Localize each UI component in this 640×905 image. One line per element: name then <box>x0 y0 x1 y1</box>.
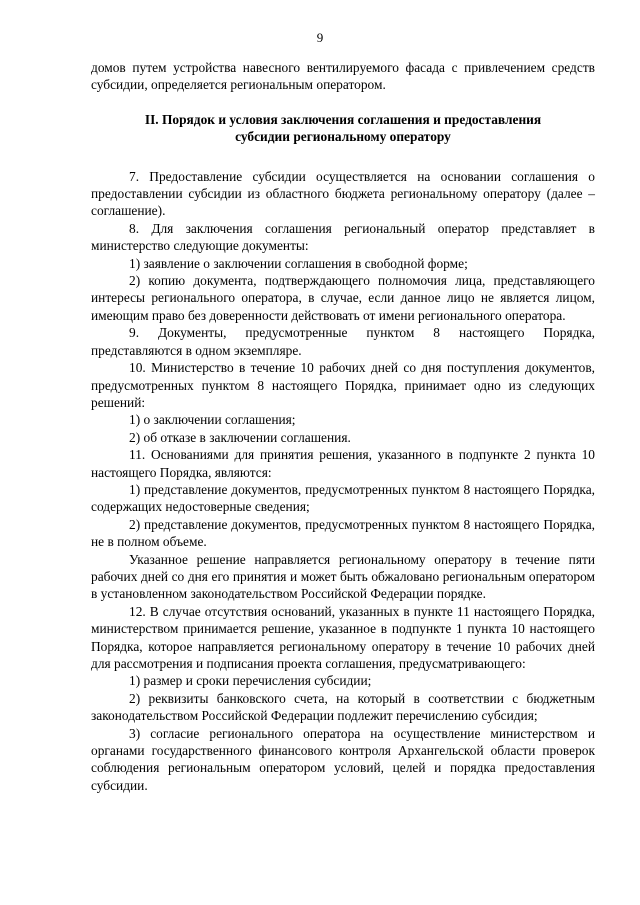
paragraph-11: 11. Основаниями для принятия решения, указанного в подпункте 2 пункта 10 настоящего Порядка, являются: <box>91 447 595 480</box>
paragraph-10: 10. Министерство в течение 10 рабочих дней со дня поступления документов, предусмотренных пунктом 8 настоящего Порядка, принимает одно из следующих решений: <box>91 360 595 410</box>
paragraph-12: 12. В случае отсутствия оснований, указанных в пункте 11 настоящего Порядка, министерством принимается решение, указанное в подпункте 1 пункта 10 настоящего Порядка, которое направляется региональному оператору в течение 10 рабочих дней для рассмотрения и подписания проекта соглашения, предусматривающего: <box>91 603 595 671</box>
paragraph-10-item-1: 1) о заключении соглашения; <box>129 412 296 428</box>
paragraph-8-item-1: 1) заявление о заключении соглашения в свободной форме; <box>129 255 468 271</box>
section-heading-line-2: субсидии региональному оператору <box>235 129 451 145</box>
paragraph-9: 9. Документы, предусмотренные пунктом 8 настоящего Порядка, представляются в одном экземпляре. <box>91 325 595 358</box>
paragraph-12-item-1: 1) размер и сроки перечисления субсидии; <box>129 673 372 689</box>
paragraph-11-item-1: 1) представление документов, предусмотренных пунктом 8 настоящего Порядка, содержащих недостоверные сведения; <box>91 481 595 515</box>
paragraph-12-item-3: 3) согласие регионального оператора на осуществление министерством и органами государственного финансового контроля Архангельской области проверок соблюдения региональным оператором условий, целей и порядка предоставления субсидии. <box>91 725 595 793</box>
paragraph-8: 8. Для заключения соглашения региональный оператор представляет в министерство следующие документы: <box>91 220 595 254</box>
document-body <box>91 59 595 794</box>
paragraph-7: 7. Предоставление субсидии осуществляется на основании соглашения о предоставлении субсидии из областного бюджета региональному оператору (далее – соглашение). <box>91 168 595 219</box>
paragraph-decision-notice: Указанное решение направляется региональному оператору в течение пяти рабочих дней со дня его принятия и может быть обжаловано региональным оператором в установленном законодательством Российской Федерации порядке. <box>91 551 595 602</box>
paragraph-11-item-2: 2) представление документов, предусмотренных пунктом 8 настоящего Порядка, не в полном объеме. <box>91 516 595 550</box>
paragraph-12-item-2: 2) реквизиты банковского счета, на который в соответствии с бюджетным законодательством Российской Федерации подлежит перечислению субсидия; <box>91 690 595 724</box>
section-heading-line-1: II. Порядок и условия заключения соглашения и предоставления <box>144 111 542 127</box>
page-number: 9 <box>316 30 324 45</box>
paragraph-8-item-2: 2) копию документа, подтверждающего полномочия лица, представляющего интересы регионального оператора, в случае, если данное лицо не является лицом, имеющим право без доверенности действовать от имени регионального оператора. <box>91 273 595 323</box>
paragraph-intro: домов путем устройства навесного вентилируемого фасада с привлечением средств субсидии, определяется региональным оператором. <box>91 60 595 93</box>
paragraph-10-item-2: 2) об отказе в заключении соглашения. <box>129 429 351 445</box>
